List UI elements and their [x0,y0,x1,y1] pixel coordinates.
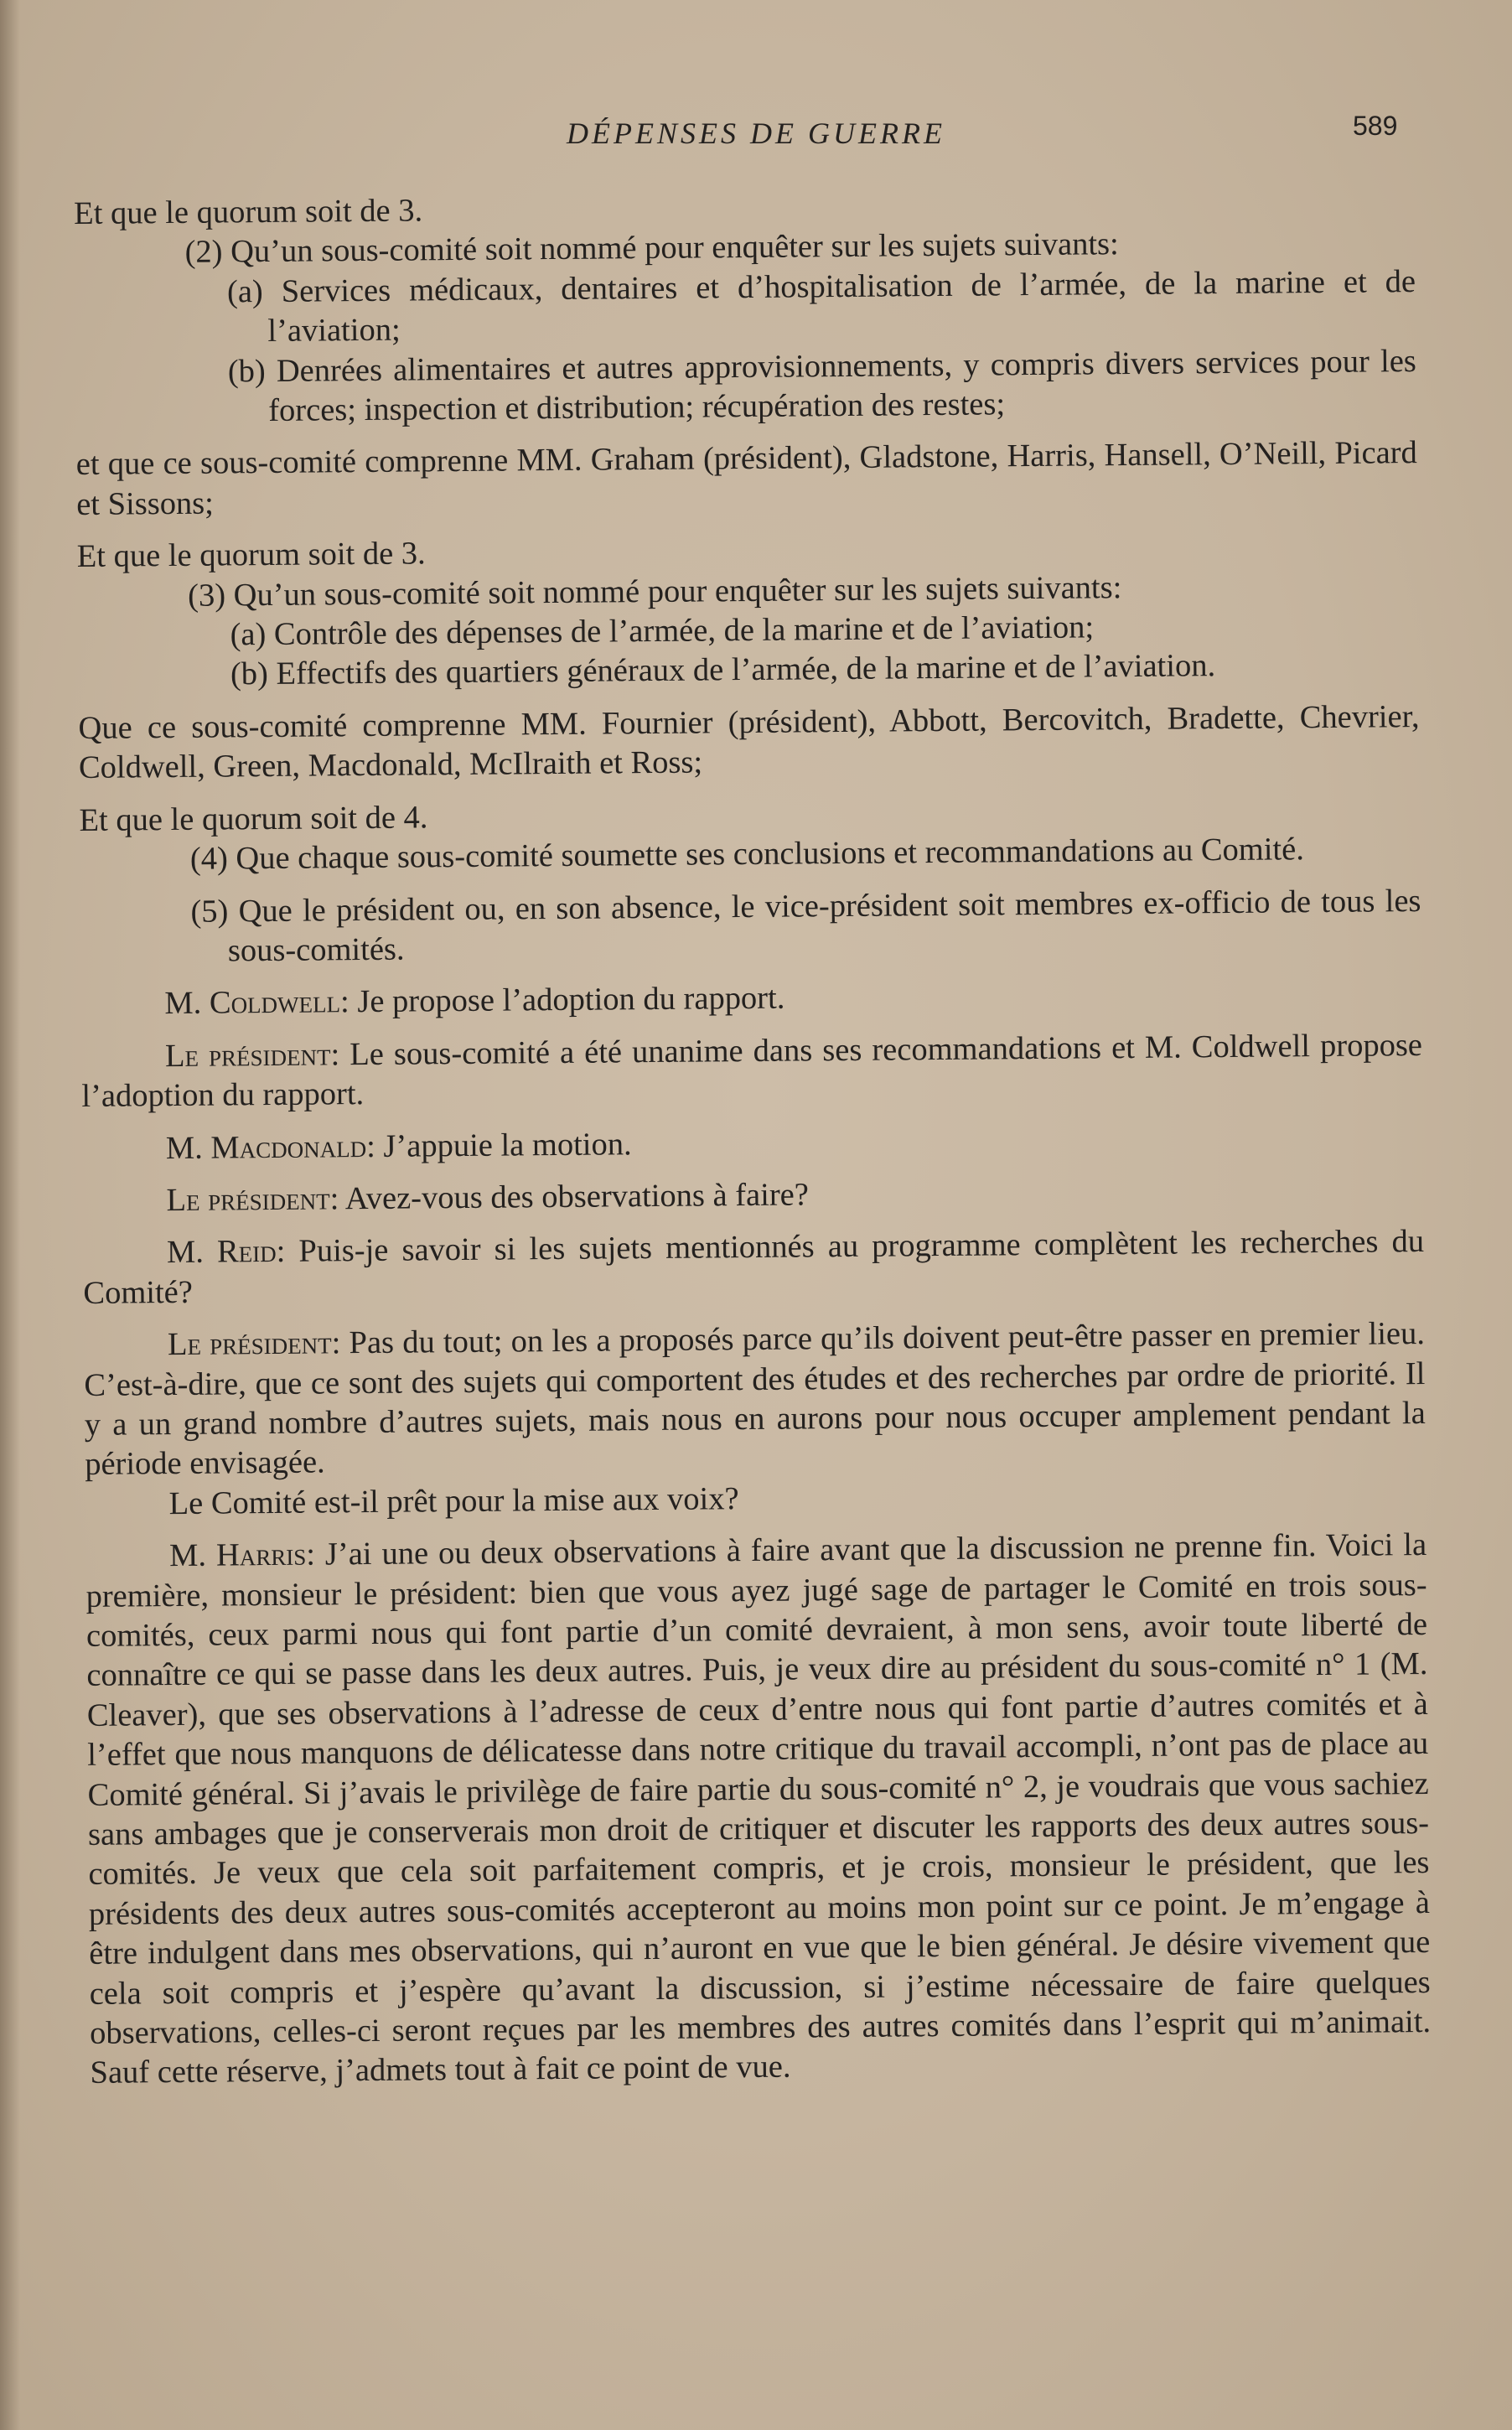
speech-paragraph [82,1118,1423,1169]
numbered-item: (5) Que le président ou, en son absence, le vice-président soit membres ex-officio de tous les sous-comités. [190,883,1421,969]
speech-paragraph [84,1314,1427,1485]
page-number: 589 [1353,111,1398,141]
speaker-name: Le président: [167,1325,341,1363]
numbered-item: (2) Qu’un sous-comité soit nommé pour enquêter sur les sujets suivants: [184,226,1119,271]
speech-text: Je propose l’adoption du rapport. [349,980,785,1020]
speech-paragraph [81,1026,1423,1117]
speaker-name: M. Macdonald: [165,1128,376,1166]
speech-text: J’ai une ou deux observations à faire avant que la discussion ne prenne fin. Voici la première, monsieur le président: bien que vous ayez jugé sage de partager le Comité en trois sous-comités, ceux parmi nous qui font partie d’un comité devraient, à mon sens, avoir toute liberté de connaître ce qui se passe dans les deux autres. Puis, je veux dire au président du sous-comité n° 1 (M. Cleaver), que ses observations à l’adresse de ceux d’entre nous qui font partie d’autres comités et à l’effet que nous manquons de délicatesse dans notre critique du travail accompli, n’ont pas de place au Comité général. Si j’avais le privilège de faire partie du sous-comité n° 2, je voudrais que vous sachiez sans ambages que je conserverais mon droit de critiquer et discuter les rapports des deux autres sous-comités. Je veux que cela soit parfaitement compris, et je crois, monsieur le président, que les présidents des deux autres sous-comités accepteront au moins mon point sur ce point. Je m’engage à être indulgent dans mes observations, qui n’auront en vue que le bien général. Je désire vivement que cela soit compris et j’espère qu’avant la discussion, si j’estime nécessaire de faire quelques observations, celles-ci seront reçues par les membres des autres comités dans l’esprit qui m’animait. Sauf cette réserve, j’admets tout à fait ce point de vue. [85,1527,1432,2091]
binding-shadow [0,0,20,2430]
page-header [0,111,1512,158]
speech-paragraph [83,1222,1425,1313]
speech-text: J’appuie la motion. [375,1126,632,1164]
speaker-name: M. Harris: [168,1536,316,1574]
speech-text: Le sous-comité a été unanime dans ses recommandations et M. Coldwell propose l’adoption du rapport. [81,1027,1423,1115]
body-text [74,183,1432,2094]
lettered-subitem: (a) Services médicaux, dentaires et d’hospitalisation de l’armée, de la marine et de l’aviation; [226,263,1416,350]
paragraph: Que ce sous-comité comprenne MM. Fournier (président), Abbott, Bercovitch, Bradette, Chevrier, Coldwell, Green, Macdonald, McIlraith et Ross; [78,698,1420,786]
speaker-name: Le président: [166,1181,339,1219]
paragraph: Et que le quorum soit de 3. [76,536,426,575]
speech-text: Pas du tout; on les a proposés parce qu’ils doivent peut-être passer en premier lieu. C’est-à-dire, que ce sont des sujets qui comportent des études et des recherches par ordre de priorité. Il y a un grand nombre d’autres sujets, mais nous en aurons pour nous occuper amplement pendant la période envisagée. [84,1316,1426,1483]
running-title: DÉPENSES DE GUERRE [567,117,945,150]
speech-paragraph [82,1170,1423,1221]
speech-paragraph [80,973,1421,1024]
speaker-name: M. Reid: [166,1234,286,1271]
paragraph: et que ce sous-comité comprenne MM. Graham (président), Gladstone, Harris, Hansell, O’Neill, Picard et Sissons; [75,435,1417,522]
numbered-item: (4) Que chaque sous-comité soumette ses conclusions et recommandations au Comité. [189,832,1305,877]
paragraph: Et que le quorum soit de 4. [79,800,428,838]
speech-text: Le Comité est-il prêt pour la mise aux voix? [168,1480,739,1521]
lettered-subitem: (a) Contrôle des dépenses de l’armée, de la marine et de l’aviation; [230,609,1095,653]
speaker-name: M. Coldwell: [164,984,350,1022]
speaker-name: Le président: [164,1036,340,1074]
paragraph: Et que le quorum soit de 3. [74,193,423,231]
lettered-subitem: (b) Denrées alimentaires et autres approvisionnements, y compris divers services pour les forces; inspection et distribution; récupération des restes; [227,343,1416,429]
speech-text: Avez-vous des observations à faire? [339,1177,810,1217]
numbered-item: (3) Qu’un sous-comité soit nommé pour enquêter sur les sujets suivants: [187,569,1122,614]
speech-text: Puis-je savoir si les sujets mentionnés au programme complètent les recherches du Comité? [83,1224,1425,1311]
speech-paragraph [85,1526,1432,2094]
lettered-subitem: (b) Effectifs des quartiers généraux de l’armée, de la marine et de l’aviation. [230,648,1216,692]
